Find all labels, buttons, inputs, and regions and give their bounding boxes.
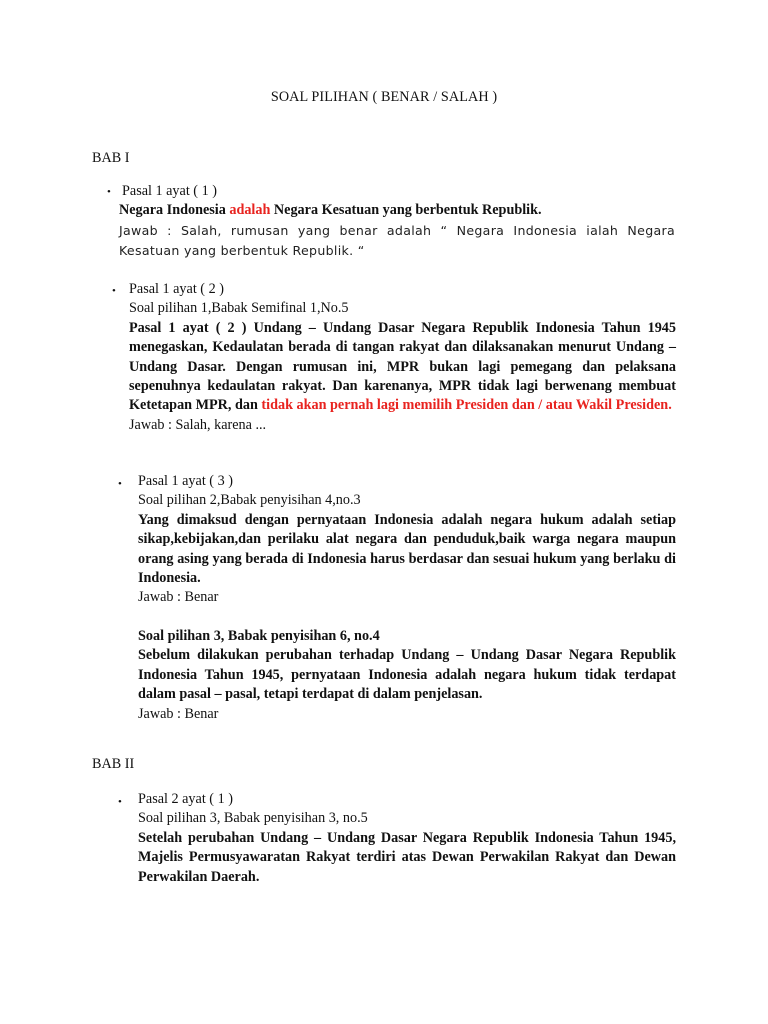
question-statement: Setelah perubahan Undang – Undang Dasar Negara Republik Indonesia Tahun 1945, Majelis Permusyawaratan Rakyat terdiri atas Dewan Perwakilan Rakyat dan Dewan Perwakilan Daerah. [138,829,676,885]
list-item-pasal-1-3 [138,472,676,608]
bullet-icon: • [112,285,116,297]
bullet-icon: • [118,478,122,490]
bab-1-heading: BAB I [92,150,130,166]
question-source: Soal pilihan 1,Babak Semifinal 1,No.5 [129,300,349,317]
pasal-label: Pasal 1 ayat ( 2 ) [129,281,224,297]
question-statement: Yang dimaksud dengan pernyataan Indonesia adalah negara hukum adalah setiap sikap,kebijakan,dan perilaku alat negara dan penduduk,baik warga negara maupun orang asing yang berada di Indonesia harus berdasar dan sesuai hukum yang berlaku di Indonesia. [138,511,676,587]
sub-question-block [138,627,676,724]
highlighted-word: adalah [229,202,271,218]
statement-text: Negara Kesatuan yang berbentuk Republik. [270,202,542,218]
bab-2-heading: BAB II [92,756,135,772]
question-source: Soal pilihan 3, Babak penyisihan 3, no.5 [138,810,368,827]
answer-text: Jawab : Benar [138,589,219,606]
statement-text: Pasal 1 ayat ( 2 ) Undang – Undang Dasar Negara Republik Indonesia Tahun 1945 menegaskan, Kedaulatan berada di tangan rakyat dan dilaksanakan menurut Undang – Undang Dasar. Dengan rumusan ini, MPR bukan lagi pemegang dan pelaksana sepenuhnya kedaulatan rakyat. Dan karenanya, MPR tidak lagi berwenang membuat Ketetapan MPR, dan [129,319,676,414]
pasal-label: Pasal 1 ayat ( 3 ) [138,473,233,489]
answer-text: Jawab : Salah, karena ... [129,416,267,433]
list-item-pasal-1-1 [122,182,676,201]
question-statement: Sebelum dilakukan perubahan terhadap Undang – Undang Dasar Negara Republik Indonesia Tahun 1945, pernyataan Indonesia adalah negara hukum tidak terdapat dalam pasal – pasal, tetapi terdapat di dalam penjelasan. [138,647,676,703]
answer-pasal-1-1: Jawab : Salah, rumusan yang benar adalah “ Negara Indonesia ialah Negara Kesatuan yang berbentuk Republik. “ [119,223,675,258]
question-source: Soal pilihan 3, Babak penyisihan 6, no.4 [138,628,380,644]
pasal-label: Pasal 1 ayat ( 1 ) [122,183,217,199]
answer-text: Jawab : Benar [138,705,219,722]
question-statement [129,319,676,416]
list-item-pasal-2-1 [138,790,676,887]
bullet-icon: • [107,186,111,198]
pasal-label: Pasal 2 ayat ( 1 ) [138,791,233,807]
bullet-icon: • [118,796,122,808]
statement-pasal-1-1 [119,201,679,220]
list-item-pasal-1-2 [129,280,676,435]
page-title: SOAL PILIHAN ( BENAR / SALAH ) [270,89,498,105]
statement-text: Negara Indonesia [119,202,230,218]
highlighted-phrase: tidak akan pernah lagi memilih Presiden dan / atau Wakil Presiden. [261,397,672,414]
question-source: Soal pilihan 2,Babak penyisihan 4,no.3 [138,492,361,509]
